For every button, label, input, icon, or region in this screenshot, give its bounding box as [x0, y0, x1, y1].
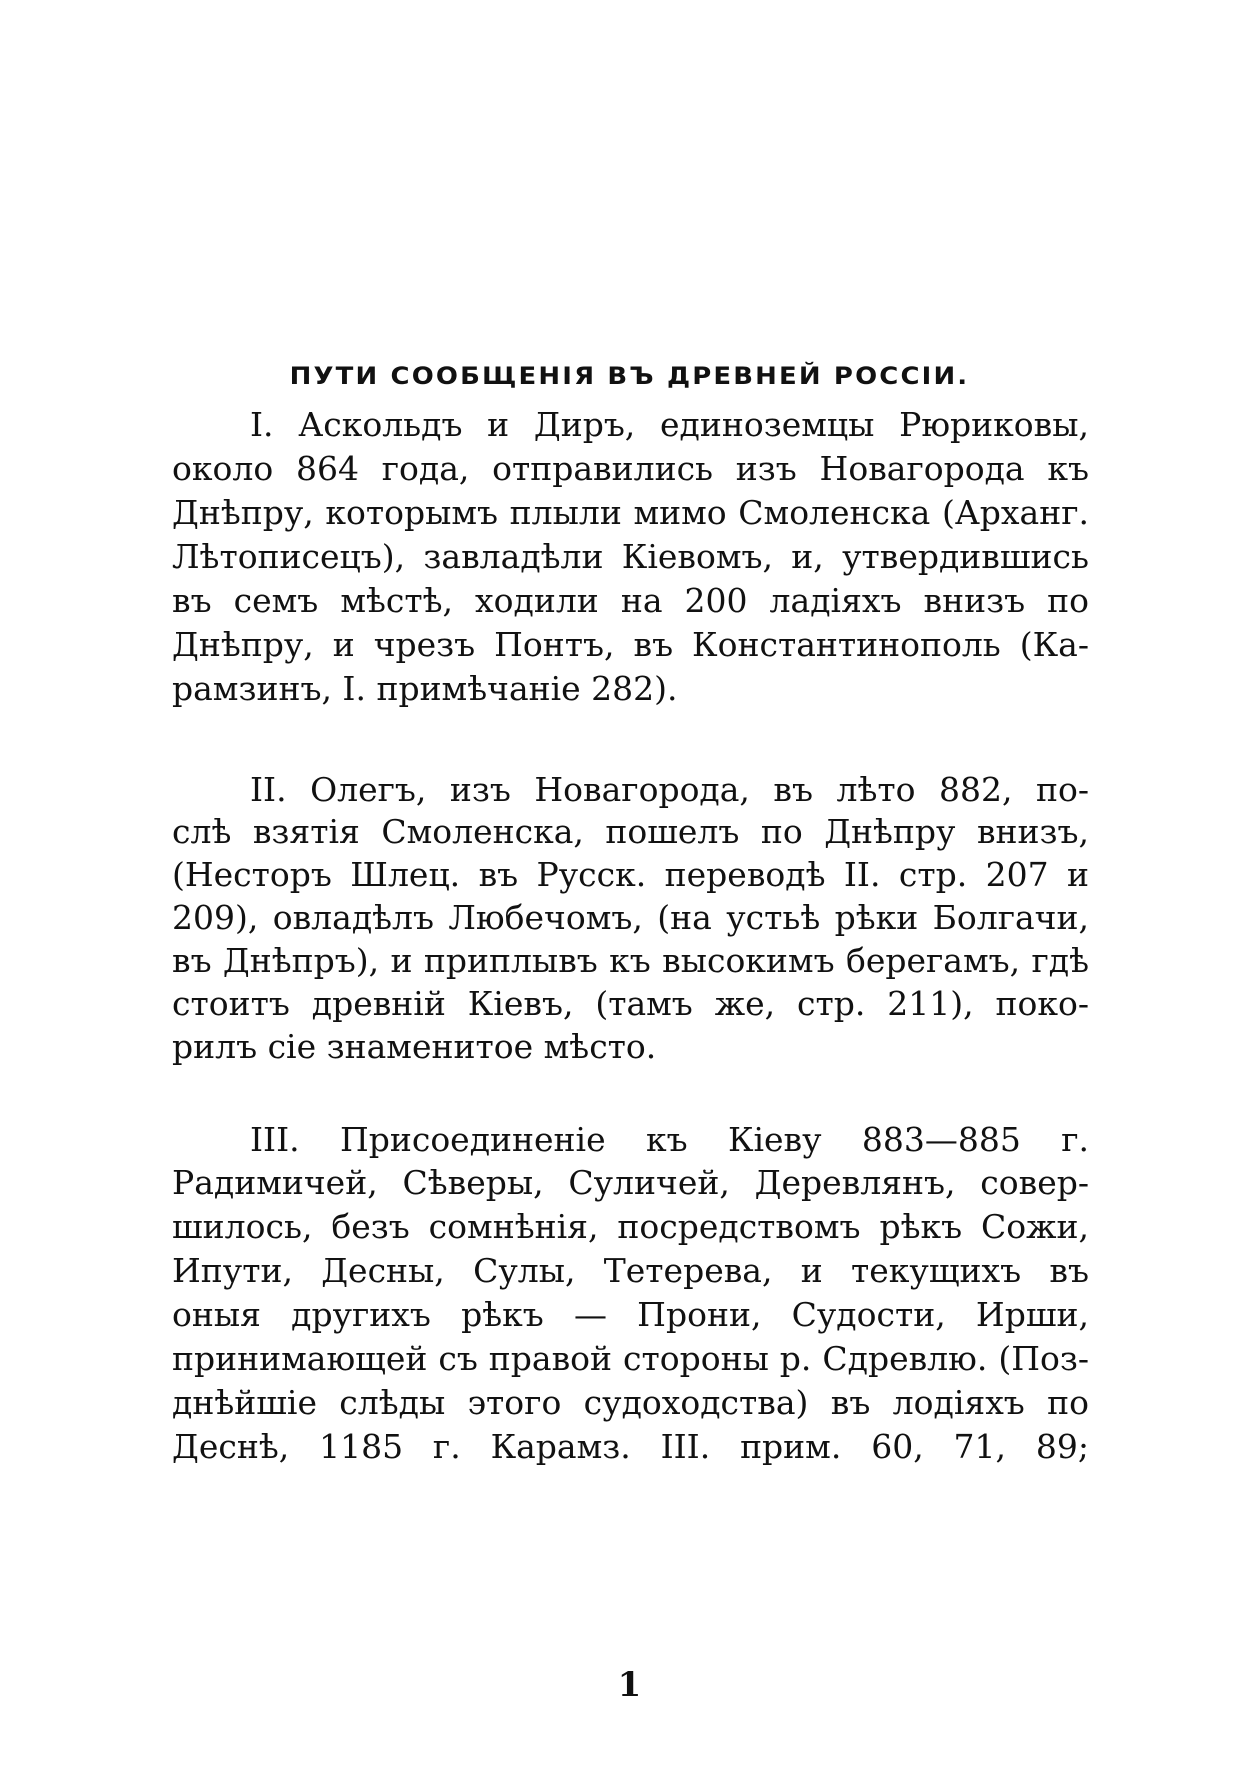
text-line: днѣйшіе слѣды этого судоходства) въ лодіяхъ по: [172, 1383, 1089, 1422]
text-line: II. Олегъ, изъ Новагорода, въ лѣто 882, по-: [250, 770, 1089, 809]
page-title: ПУТИ СООБЩЕНІЯ ВЪ ДРЕВНЕЙ РОССІИ.: [289, 362, 970, 390]
text-line: Деснѣ, 1185 г. Карамз. III. прим. 60, 71, 89;: [172, 1427, 1089, 1466]
text-line: III. Присоединеніе къ Кіеву 883—885 г.: [250, 1120, 1089, 1159]
text-line: рилъ сіе знаменитое мѣсто.: [172, 1027, 657, 1066]
text-line: Лѣтописецъ), завладѣли Кіевомъ, и, утвердившись: [172, 537, 1089, 576]
text-line: принимающей съ правой стороны р. Сдревлю. (Поз-: [172, 1339, 1089, 1378]
text-line: оныя другихъ рѣкъ — Прони, Судости, Ирши,: [172, 1295, 1089, 1334]
text-line: Радимичей, Сѣверы, Суличей, Деревлянъ, совер-: [172, 1163, 1089, 1202]
page-number: 1: [617, 1665, 642, 1705]
text-line: Днѣпру, которымъ плыли мимо Смоленска (Арханг.: [172, 493, 1089, 532]
text-line: въ семъ мѣстѣ, ходили на 200 ладіяхъ внизъ по: [172, 581, 1089, 620]
text-line: около 864 года, отправились изъ Новагорода къ: [172, 449, 1089, 488]
text-line: въ Днѣпръ), и приплывъ къ высокимъ берегамъ, гдѣ: [172, 941, 1089, 980]
text-line: рамзинъ, I. примѣчаніе 282).: [172, 669, 678, 708]
text-line: стоитъ древній Кіевъ, (тамъ же, стр. 211), поко-: [172, 984, 1089, 1023]
text-line: 209), овладѣлъ Любечомъ, (на устьѣ рѣки Болгачи,: [172, 898, 1089, 937]
text-line: слѣ взятія Смоленска, пошелъ по Днѣпру внизъ,: [172, 812, 1089, 851]
text-line: (Несторъ Шлец. въ Русск. переводѣ II. стр. 207 и: [172, 855, 1089, 894]
text-line: шилось, безъ сомнѣнія, посредствомъ рѣкъ Сожи,: [172, 1207, 1089, 1246]
text-line: I. Аскольдъ и Диръ, единоземцы Рюриковы,: [250, 405, 1089, 444]
text-line: Ипути, Десны, Сулы, Тетерева, и текущихъ въ: [172, 1251, 1089, 1290]
text-line: Днѣпру, и чрезъ Понтъ, въ Константинополь (Ка-: [172, 625, 1089, 664]
